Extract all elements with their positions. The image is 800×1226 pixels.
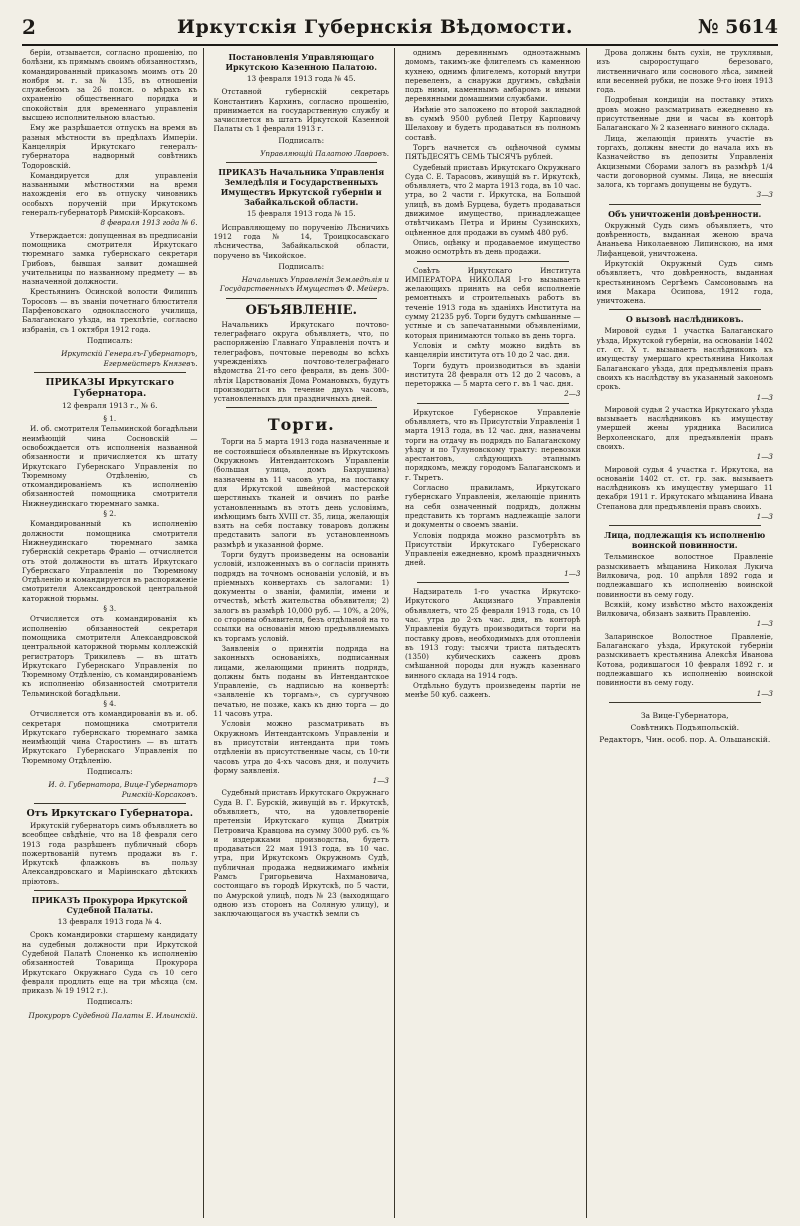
section-heading: О вызовѣ наслѣдниковъ.: [625, 314, 744, 325]
editor-line: Редакторъ, Чин. особ. пор. А. Ольшанскій.: [599, 734, 771, 744]
newspaper-title: Иркутскія Губернскія Вѣдомости.: [177, 16, 573, 38]
order-date: 13 февраля 1913 года № 4.: [57, 917, 162, 927]
paragraph: Ему же разрѣшается отпускъ на время въ разныя мѣстности въ предѣлахъ Имперіи. Канцелярія Иркутскаго генералъ-губернатора надворный совѣтникъ Тодоровскій.: [22, 123, 198, 170]
paragraph: Опись, оцѣнку и продаваемое имущество можно осмотрѣть въ день продажи.: [405, 237, 581, 257]
signed-label: Подписалъ:: [86, 335, 133, 345]
paragraph: И. об. смотрителя Тельминской богадѣльни неимѣющій чина Сосновскій — освобождается отъ исполненія названной обязанности и причисляется къ штату Иркутскаго Губернскаго Управленія по Тюремному Отдѣленію, съ откомандированіемъ къ исполненію обязанностей помощника смотрителя Нижнеудинскаго тюремнаго замка.: [22, 424, 198, 508]
signed-label: Подписалъ:: [278, 261, 325, 271]
paragraph: Отчисляется отъ командированія къ исполненію обязанностей секретаря помощника смотрителя Александровской центральной каторжной тюрьмы коллежскій регистраторъ Трикилевъ — въ штатъ Иркутскаго Губернскаго Управленія по Тюремному Отдѣленію, съ командированіемъ къ исполненію обязанностей смотрителя Тельминской богадѣльни.: [22, 614, 198, 698]
section-heading: ПРИКАЗЪ Прокурора Иркутской Судебной Палаты.: [31, 895, 188, 916]
insertion-count: 1—3: [372, 776, 389, 786]
footer-signatures: [597, 711, 774, 745]
insertion-count: 1—3: [756, 512, 773, 522]
insertion-count: 3—3: [756, 190, 773, 200]
paragraph: Окружный Судъ симъ объявляетъ, что довѣренность, выданная женою врача Ананьева Николаевною Липинскою, на имя Лифанцевой, уничтожена.: [596, 220, 773, 258]
divider: [609, 525, 762, 526]
insertion-count: 2—3: [564, 389, 581, 399]
section-heading: Постановленія Управляющаго Иркутскою Казенною Палатою.: [225, 52, 377, 72]
paragraph: Отставной губернскій секретарь Константинъ Кархинъ, согласно прошенію, принимается на государственную службу и зачисляется въ штатъ Иркутской Казенной Палаты съ 1 февраля 1913 г.: [213, 87, 389, 134]
announcement-heading: ОБЪЯВЛЕНІЕ.: [245, 302, 358, 318]
page-header: [22, 10, 778, 46]
signature: И. д. Губернатора, Вице-Губернаторъ Римскій-Корсаковъ.: [48, 780, 198, 799]
column-4: [597, 48, 779, 1218]
paragraph: Мировой судья 2 участка Иркутскаго уѣзда вызываетъ наслѣдниковъ къ имуществу умершей жены урядника Василиса Верхоленскаго, для предъявленія правъ своихъ.: [596, 404, 773, 451]
signed-label: Подписалъ:: [86, 997, 133, 1007]
divider: [609, 702, 762, 703]
footer-line: Совѣтникъ Подъяпольскій.: [630, 722, 740, 732]
order-date: 15 февраля 1913 года № 15.: [246, 209, 356, 219]
paragraph: Исправляющему по порученію Лѣсничихъ 1912 года № 14, Троицкосавскаго лѣсничества, Забайкальской области, поручено въ Чикойское.: [213, 222, 389, 260]
insertion-count: 1—3: [756, 392, 773, 402]
insertion-count: 1—3: [756, 452, 773, 462]
issue-number: № 5614: [697, 16, 778, 38]
insertion-count: 1—3: [564, 568, 581, 578]
section-heading: ПРИКАЗЪ Начальника Управленія Земледѣлія и Государственныхъ Имуществъ Иркутской губерніи и Забайкальской области.: [218, 167, 385, 208]
paragraph: однимъ деревяннымъ одноэтажнымъ домомъ, такимъ-же флигелемъ съ каменною кухнею, однимъ флигелемъ, который внутри перевеленъ, а снаружи другимъ, свѣдѣнія подъ ними, каменнымъ амбаромъ и иными деревянными домашними службами.: [405, 48, 581, 104]
paragraph: Условія можно разсматривать въ Окружномъ Интендантскомъ Управленіи и въ присутствіи интенданта при томъ отдѣленіи въ присутственные часы, съ 10-ти часовъ утра до 4-хъ часовъ дня, и получить форму заявленія.: [213, 719, 389, 775]
paragraph: Иркутскій губернаторъ симъ объявляетъ во всеобщее свѣдѣніе, что на 18 февраля сего 1913 года разрѣшенъ публичный сборъ пожертвованій путемъ продажи въ г. Иркутскѣ флажковъ въ пользу Александровскаго и Маріинскаго дѣтскихъ пріютовъ.: [22, 820, 198, 886]
insertion-count: 1—3: [756, 688, 773, 698]
section-heading: Лица, подлежащія къ исполненію воинской повинности.: [604, 530, 766, 551]
divider: [226, 162, 378, 163]
paragraph: Тельминское волостное Правленіе разыскиваетъ мѣщанина Николая Лукича Вилковича, род. 10 апрѣля 1892 года и подлежавшаго къ исполненію воинской повинности въ сему году.: [596, 552, 773, 599]
signature: Управляющій Палатою Лавровъ.: [260, 149, 389, 159]
paragraph: Лица, желающія принять участіе въ торгахъ, должны внести до начала ихъ въ Казначейство въ депозиты Управленія Акцизными Сборами залогъ въ размѣрѣ 1/4 части договорной суммы. Лица, не внесшія залога, къ торгамъ допущены не будутъ.: [596, 133, 773, 190]
auctions-heading: Торги.: [267, 415, 335, 435]
order-date: 13 февраля 1913 года № 45.: [246, 74, 356, 83]
paragraph: Условія и смѣту можно видѣть въ канцеляріи института отъ 10 до 2 час. дня.: [405, 340, 581, 360]
paragraph: Условія подряда можно разсмотрѣть въ Присутствіи Иркутскаго Губернскаго Управленія ежедневно, кромѣ праздничныхъ дней.: [405, 530, 581, 568]
divider: [417, 403, 569, 404]
paragraph: Совѣтъ Иркутскаго Института ИМПЕРАТОРА НИКОЛАЯ I-го вызываетъ желающихъ принять на себя исполненіе ремонтныхъ и строительныхъ работъ въ теченіе 1913 года въ зданіяхъ Института на сумму 21235 руб. Торги будутъ смѣшанные — устные и съ запечатанными объявленіями, которыя принимаются только въ день торга.: [405, 265, 581, 340]
paragraph: Всякій, кому извѣстно мѣсто нахожденія Вилковича, обязанъ заявить Правленію.: [596, 599, 773, 619]
insertion-count: 1—3: [756, 619, 773, 629]
signature: Начальникъ Управленія Земледѣлія и Государственныхъ Имуществъ Ф. Мейеръ.: [219, 275, 389, 294]
signature: Прокуроръ Судебной Палаты Е. Ильинскій.: [28, 1010, 198, 1020]
paragraph: Утверждается: допущенная въ предписаніи помощника смотрителя Иркутскаго тюремнаго замка губернскаго секретаря Грибовъ, бывшая заявит домашней учительницы по названному предмету — въ назначенной должности.: [22, 230, 198, 287]
section-number: § 1.: [103, 414, 117, 424]
section-heading: Объ уничтоженіи довѣренности.: [608, 208, 762, 219]
paragraph: Дрова должны быть сухія, не трухлявыя, изъ сыроростущаго березоваго, лиственничнаго или соснового лѣса, зимней или весенней рубки, не позже 9-го іюня 1913 года.: [596, 48, 773, 95]
signed-label: Подписалъ:: [86, 767, 133, 777]
section-heading: ПРИКАЗЫ Иркутскаго Губернатора.: [45, 376, 174, 399]
section-number: § 4.: [103, 699, 117, 708]
divider: [609, 204, 762, 205]
divider: [417, 261, 569, 262]
paragraph: Начальникъ Иркутскаго почтово-телеграфнаго округа объявляетъ, что, по распоряженію Главнаго Управленія почтъ и телеграфовъ, почтовые переводы во всѣхъ учрежденіяхъ почтово-телеграфнаго вѣдомства 21-го сего февраля, въ день 300-лѣтія Царствованія Дома Романовыхъ, будутъ производиться въ течение двухъ часовъ, установленныхъ для праздничныхъ дней.: [213, 319, 389, 404]
signature: Иркутскій Генералъ-Губернаторъ, Егермейстеръ Князевъ.: [61, 349, 198, 368]
column-1: [22, 48, 204, 1218]
paragraph: Согласно правиламъ, Иркутскаго губернскаго Управленія, желающіе принять на себя означенный подрядъ, должны представить къ торгамъ надлежащіе залоги и документы о своемъ званіи.: [405, 483, 581, 530]
divider: [34, 803, 186, 804]
paragraph: Имѣніе это заложено по второй закладной въ суммѣ 9500 рублей Петру Карповичу Шелахову и будетъ продаваться въ полномъ составѣ.: [405, 104, 581, 142]
paragraph: Торги будутъ производиться въ зданіи института 28 февраля отъ 12 до 2 часовъ, а переторжка — 5 марта сего г. въ 1 час. дня.: [405, 360, 581, 389]
paragraph: Торги будутъ произведены на основаніи условій, изложенныхъ въ о согласіи принять подрядъ на точномъ основаніи условій, и въ пріемныхъ конвертахъ съ залогами: 1) документы о званіи, фамиліи, имени и отчествѣ, мѣстѣ жительства объявителя; 2) залогъ въ размѣрѣ 10,000 руб. — 10%, а 20%, со стороны объявителя, безъ отдѣльной на то ссылки на основанія мною предъявляемыхъ къ торгамъ условій.: [213, 549, 389, 643]
divider: [34, 890, 186, 891]
divider: [34, 372, 186, 373]
order-date: 12 февраля 1913 г., № 6.: [62, 400, 158, 410]
paragraph: Судебный приставъ Иркутскаго Окружнаго Суда В. Г. Бурскій, живущій въ г. Иркутскѣ, объявляетъ, что, на удовлетвореніе претензіи Иркутскаго купца Дмитрія Петровича Кравцова на сумму 3000 руб. съ % и издержками производства, будетъ продаваться 22 мая 1913 года, въ 10 час. утра, при Иркутскомъ Окружномъ Судѣ, публичная продажа недвижимаго имѣнія Рамсъ Григорьевича Нахмановича, состоящаго въ городѣ Иркутскѣ, по 5 части, по Амурской улицѣ, подъ № 23 (выходящаго одною изъ сторонъ на Соляную улицу), и заключающагося въ участкѣ земли съ: [213, 788, 389, 919]
paragraph: Мировой судья 1 участка Балаганскаго уѣзда, Иркутской губерніи, на основаніи 1402 ст. ст. X т. вызываетъ наслѣдниковъ къ имуществу умершаго крестьянина Николая Балаганскаго уѣзда, для предъявленія правъ своихъ къ наслѣдству въ указанный закономъ срокъ.: [596, 326, 773, 392]
paragraph: Иркутскій Окружный Судъ симъ объявляетъ, что довѣренность, выданная крестьяниномъ Сергѣемъ Самсоновымъ на имя Макара Осипова, 1912 года, уничтожена.: [596, 258, 773, 306]
paragraph: Командированный къ исполненію должности помощника смотрителя Нижнеудинскаго тюремнаго замка губернскій секретарь Франіо — отчисляется отъ этой должности въ штатъ Иркутскаго Губернскаго Управленія по Тюремному Отдѣленію и командируется въ распоряженіе смотрителя Александровской центральной каторжной тюрьмы.: [22, 519, 198, 603]
section-number: § 3.: [103, 604, 117, 614]
paragraph: Торги на 5 марта 1913 года назначенные и не состоявшіеся объявленные въ Иркутскомъ Окружномъ Интендантскомъ Управленіи (большая улица, домъ Бахрушина) назначены въ 11 часовъ утра, на поставку для Иркутской швейной мастерской шерстяныхъ тканей и овчинъ по ранѣе установленнымъ въ этотъ день условіямъ, имѣющимъ быть XVIII ст. 35, лица, желающія взять на себя поставку товаровъ должны представить залоги въ установленномъ размѣрѣ и указанной форме.: [213, 437, 389, 549]
paragraph: Командируется для управленія названными мѣстностями на время нахожденія его въ отпуску чиновникъ особыхъ порученій при Иркутскомъ генералъ-губернаторѣ Римскій-Корсаковъ.: [22, 170, 198, 218]
paragraph: беріи, отзывается, согласно прошенію, по болѣзни, къ прямымъ своимъ обязанностямъ, командированный приказомъ моимъ отъ 20 ноября м. г. за № 135, въ отношеніи служебномъ за 26 поясн. о мѣрахъ къ охраненію общественнаго порядка и спокойствія для временнаго управленія высшею исполнительною властью.: [22, 48, 198, 123]
section-number: § 2.: [103, 509, 117, 519]
paragraph: Заявленія о принятіи подряда на законныхъ основаніяхъ, подписанныя лицами, желающими принять подрядъ, должны быть поданы въ Интендантское Управленіе, съ надписью на конвертѣ: «заявленіе къ торгамъ», съ сургучною печатью, не позже, какъ къ дню торга — до 11 часовъ утра.: [213, 643, 389, 719]
paragraph: Иркутское Губернское Управленіе объявляетъ, что въ Присутствіи Управленія 1 марта 1913 года, въ 12 час. дня, назначены торги на отдачу въ подрядъ по Балаганскому уѣзду и по Тулуновскому тракту: перевозки арестантовъ, слѣдующихъ этапнымъ порядкомъ, между городомъ Балаганскомъ и г. Тыретъ.: [405, 407, 581, 482]
signed-label: Подписалъ:: [278, 135, 325, 145]
footer-line: За Вице-Губернатора,: [640, 710, 729, 720]
column-2: [214, 48, 396, 1218]
paragraph: Отчисляется отъ командированія въ и. об. секретаря помощника смотрителя Иркутскаго губернскаго тюремнаго замка неимѣющій чина Старостинъ — въ штатъ Иркутскаго Губернскаго Управленія по Тюремному Отдѣленію.: [22, 709, 198, 765]
paragraph: Срокъ командировки старшему кандидату на судебныя должности при Иркутской Судебной Палатѣ Слоненко къ исполненію обязанностей Товарища Прокурора Иркутскаго Окружнаго Суда съ 10 сего февраля продлить еще на три мѣсяца (см. приказъ № 19 1912 г.).: [22, 930, 198, 996]
paragraph: Мировой судья 4 участка г. Иркутска, на основаніи 1402 ст. ст. гр. зак. вызываетъ наслѣдниковъ къ имуществу умершаго 11 декабря 1911 г. Иркутскаго мѣщанина Ивана Степанова для предъявленія правъ своихъ.: [596, 464, 773, 511]
section-heading: Отъ Иркутскаго Губернатора.: [26, 807, 194, 819]
paragraph: Подробныя кондиціи на поставку этихъ дровъ можно разсматривать ежедневно въ присутственные дни и часы въ конторѣ Балаганскаго № 2 казеннаго винного склада.: [596, 95, 773, 133]
order-date: 8 февраля 1913 года № 6.: [100, 218, 198, 228]
divider: [226, 298, 378, 299]
paragraph: Торгъ начнется съ оцѣночной суммы ПЯТЬДЕСЯТЪ СЕМЬ ТЫСЯЧЪ рублей.: [405, 142, 581, 162]
divider: [417, 582, 569, 583]
divider: [609, 309, 762, 310]
paragraph: Заларинское Волостное Правленіе, Балаганскаго уѣзда, Иркутской губерніи разыскиваетъ крестьянина Алексѣя Иванова Котова, родившагося 10 февраля 1892 г. и подлежавшаго къ исполненію воинской повинности въ сему году.: [596, 631, 773, 688]
page-number: 2: [22, 15, 36, 39]
paragraph: Судебный приставъ Иркутскаго Окружнаго Суда С. Е. Тарасовъ, живущій въ г. Иркутскѣ, объявляетъ, что 2 марта 1913 года, въ 10 час. утра, во 2 части г. Иркутска, на Большой улицѣ, въ домѣ Бурцева, будетъ продаваться движимое имущество, принадлежащее отвѣтчикамъ Петра и Ирины Сузинскихъ, оцѣненное для продажи въ суммѣ 480 руб.: [405, 162, 581, 237]
divider: [226, 407, 378, 408]
paragraph: Отдѣльно будутъ произведены партіи не менѣе 50 куб. саженъ.: [405, 681, 581, 700]
paragraph: Крестьянинъ Осинской волости Филиппъ Торосовъ — въ званіи почетнаго блюстителя Парфеновскаго одноклассного училища, Балаганскаго уѣзда, на трехлѣтіе, согласно избранія, съ 1 октября 1912 года.: [22, 287, 198, 334]
columns: [22, 48, 778, 1218]
column-3: [405, 48, 587, 1218]
paragraph: Надзиратель 1-го участка Иркутско-Иркутского Акцизнаго Управленія объявляетъ, что 25 февраля 1913 года, съ 10 час. утра до 2-хъ час. дня, въ конторѣ Управленія будутъ производиться торги на поставку дровъ, необходимыхъ для отопленія въ 1913 году: тысячи триста пятьдесятъ (1350) кубическихъ саженъ дровъ смѣшанной породы для нуждъ казеннаго винного склада на 1914 годъ.: [405, 587, 581, 680]
